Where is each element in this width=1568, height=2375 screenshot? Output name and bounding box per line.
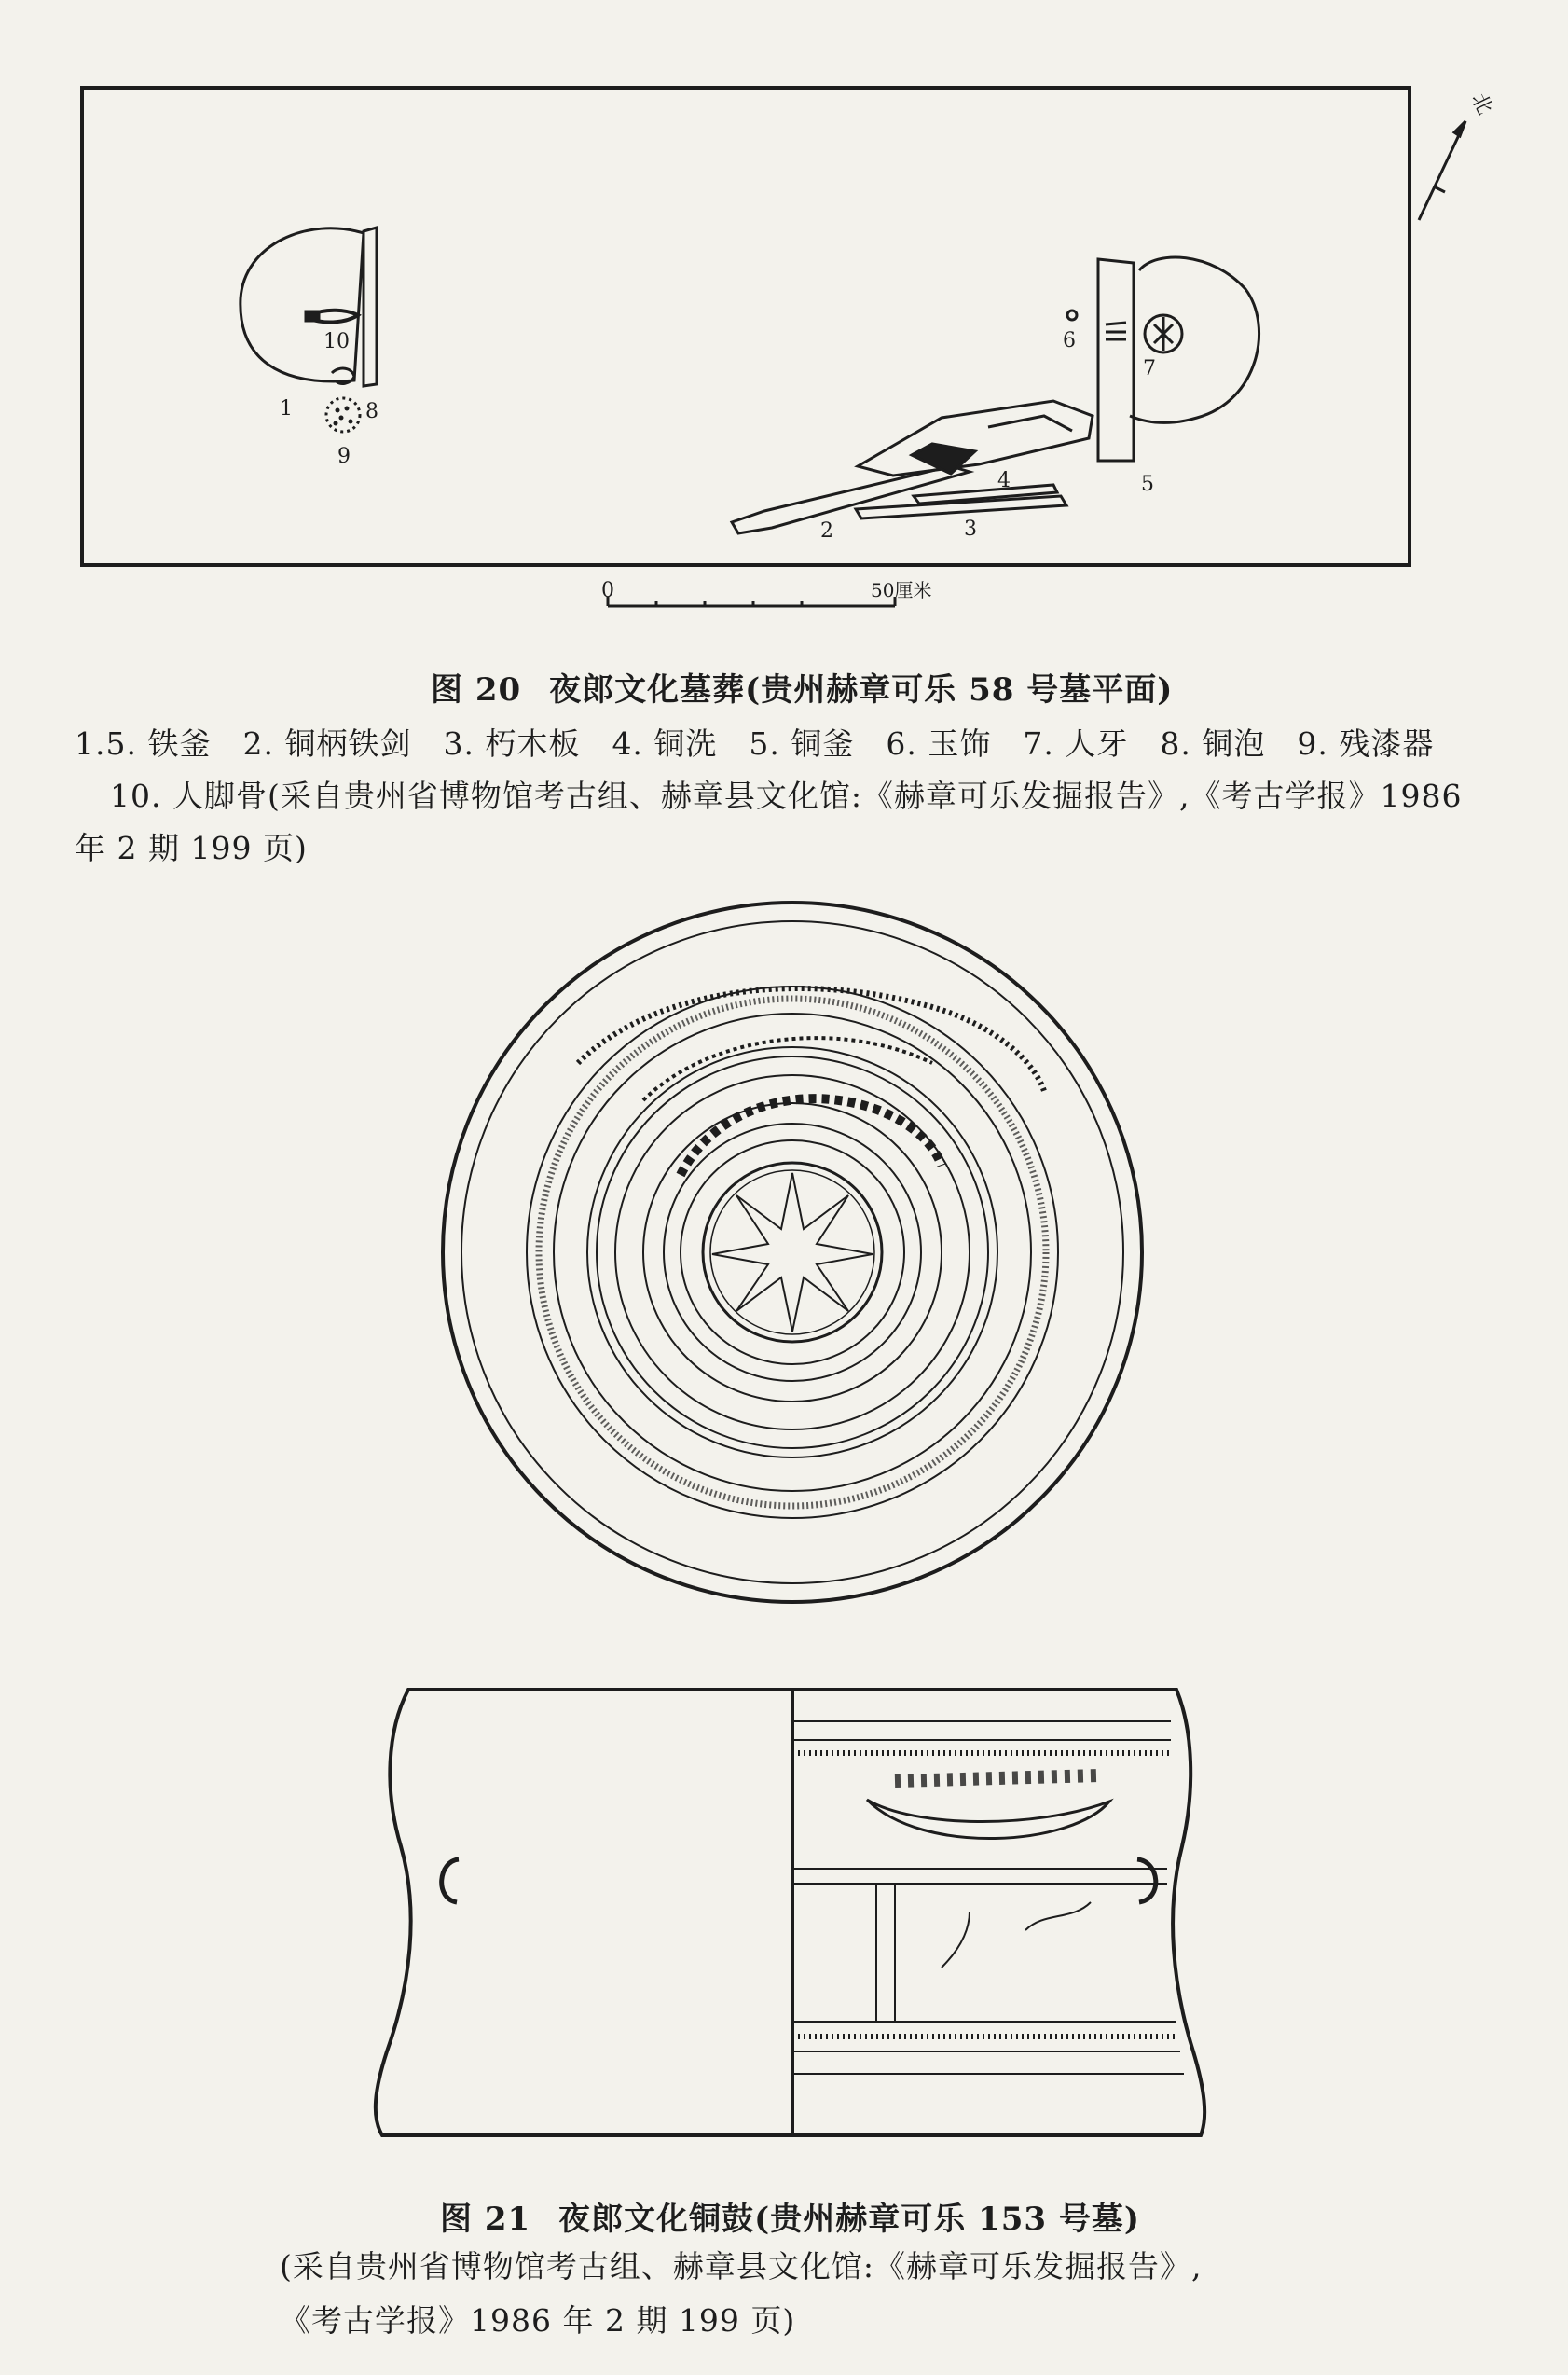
label-8: 8 (365, 400, 378, 423)
north-label: 北 (1466, 90, 1497, 118)
label-2: 2 (820, 519, 833, 543)
fig20-title: 夜郎文化墓葬(贵州赫章可乐 58 号墓平面) (549, 671, 1174, 709)
fig21-number: 图 21 (440, 2201, 531, 2238)
label-4: 4 (997, 469, 1011, 492)
label-9: 9 (337, 445, 351, 468)
legend-item: 6. 玉饰 (886, 725, 992, 762)
legend-item: 5. 铜釜 (749, 725, 855, 762)
label-1: 1 (280, 397, 293, 421)
legend-line-2: 10. 人脚骨(采自贵州省博物馆考古组、赫章县文化馆:《赫章可乐发掘报告》,《考古学报》1986 (110, 778, 1463, 814)
fig21-source-line1: (采自贵州省博物馆考古组、赫章县文化馆:《赫章可乐发掘报告》, (280, 2248, 1203, 2285)
legend-item: 8. 铜泡 (1160, 725, 1266, 762)
label-10: 10 (323, 330, 350, 353)
drum-handle-right (1137, 1859, 1156, 1902)
label-3: 3 (964, 518, 977, 541)
label-5: 5 (1141, 473, 1154, 496)
label-7: 7 (1143, 357, 1156, 380)
label-6: 6 (1063, 329, 1076, 352)
fig21-source (280, 2240, 1398, 2348)
legend-item: 3. 朽木板 (443, 725, 581, 762)
legend-line-3: 年 2 期 199 页) (75, 830, 308, 866)
fig21-title: 夜郎文化铜鼓(贵州赫章可乐 153 号墓) (558, 2201, 1140, 2238)
scale-start: 0 (601, 579, 614, 602)
drum-top-outer-rim (443, 903, 1142, 1602)
drum-body-right-half (792, 1690, 1204, 2135)
drum-handle-left (442, 1859, 459, 1902)
scale-end: 50厘米 (871, 579, 932, 601)
fig20-number: 图 20 (431, 671, 522, 709)
legend-item: 7. 人牙 (1023, 725, 1129, 762)
drum-boat-scene (867, 1800, 1109, 1839)
fig21-caption (440, 2193, 1140, 2239)
drum-central-star (712, 1173, 873, 1332)
legend-item: 2. 铜柄铁剑 (242, 725, 412, 762)
legend-item: 4. 铜洗 (612, 725, 718, 762)
legend-item: 9. 残漆器 (1297, 725, 1435, 762)
drum-body-left-half (376, 1690, 792, 2135)
fig21-source-line2: 《考古学报》1986 年 2 期 199 页) (280, 2302, 796, 2339)
legend-item: 1.5. 铁釜 (75, 725, 212, 762)
